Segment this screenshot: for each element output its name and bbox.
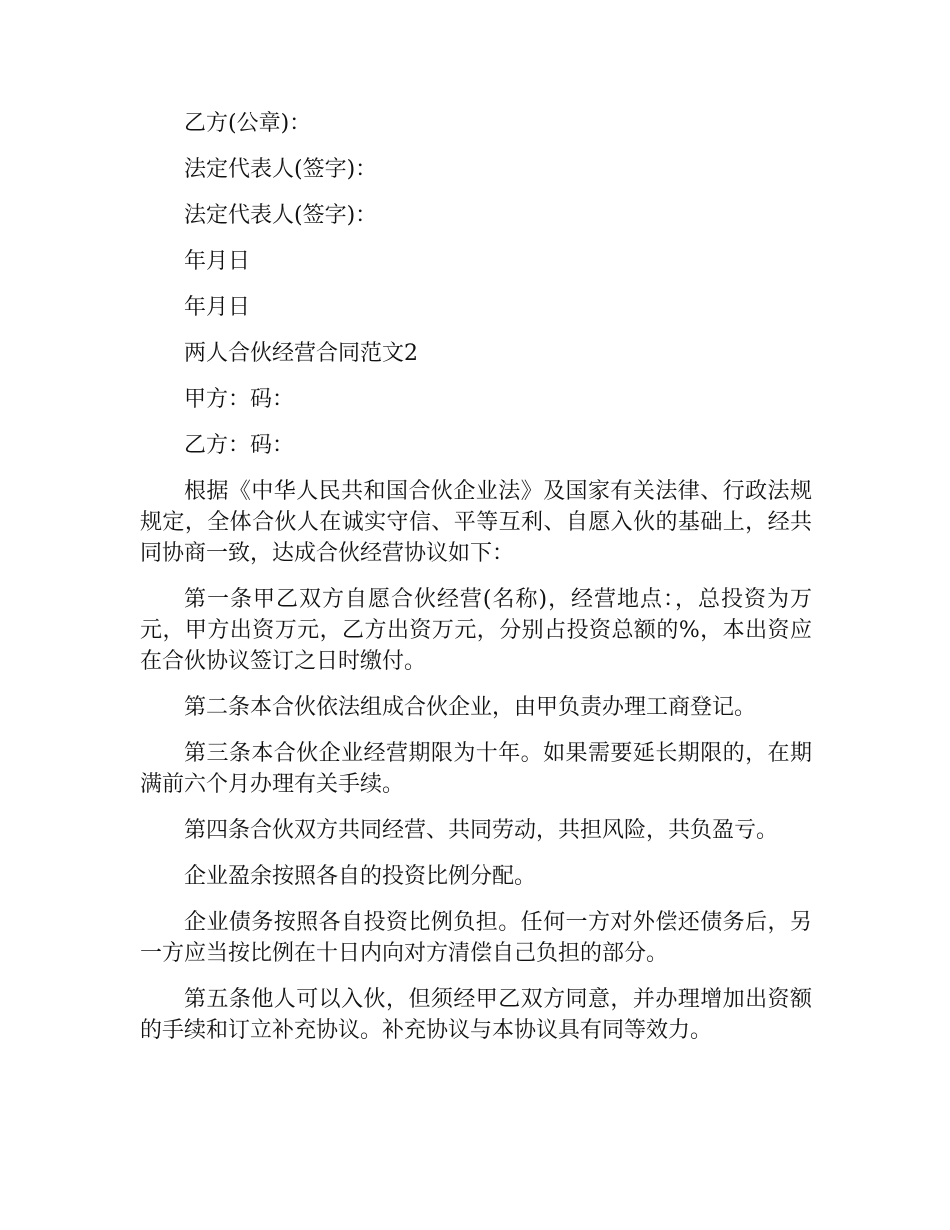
article-2-paragraph: 第二条本合伙依法组成合伙企业，由甲负责办理工商登记。 [184,695,757,720]
document-page [140,108,812,1061]
legal-representative-signature-line: 法定代表人(签字)： [184,157,378,182]
article-1-paragraph: 第一条甲乙双方自愿合伙经营(名称)，经营地点：，总投资为万元，甲方出资万元，乙方出资万元，分别占投资总额的%，本出资应在合伙协议签订之日时缴付。 [140,587,812,674]
profit-distribution-paragraph: 企业盈余按照各自的投资比例分配。 [184,864,537,889]
party-b-line: 乙方：码： [184,433,295,458]
debt-burden-paragraph: 企业债务按照各自投资比例负担。任何一方对外偿还债务后，另一方应当按比例在十日内向对方清偿自己负担的部分。 [140,910,812,966]
article-3-paragraph: 第三条本合伙企业经营期限为十年。如果需要延长期限的，在期满前六个月办理有关手续。 [140,741,812,797]
article-5-paragraph: 第五条他人可以入伙，但须经甲乙双方同意，并办理增加出资额的手续和订立补充协议。补充协议与本协议具有同等效力。 [140,987,812,1043]
party-b-seal-line: 乙方(公章)： [184,111,312,136]
party-a-line: 甲方：码： [184,387,295,412]
legal-representative-signature-line: 法定代表人(签字)： [184,203,378,228]
article-4-paragraph: 第四条合伙双方共同经营、共同劳动，共担风险，共负盈亏。 [184,818,779,843]
section-title: 两人合伙经营合同范文2 [184,341,418,366]
preamble-paragraph: 根据《中华人民共和国合伙企业法》及国家有关法律、行政法规规定，全体合伙人在诚实守信、平等互利、自愿入伙的基础上，经共同协商一致，达成合伙经营协议如下： [140,479,812,566]
date-line: 年月日 [184,295,251,320]
date-line: 年月日 [184,249,251,274]
